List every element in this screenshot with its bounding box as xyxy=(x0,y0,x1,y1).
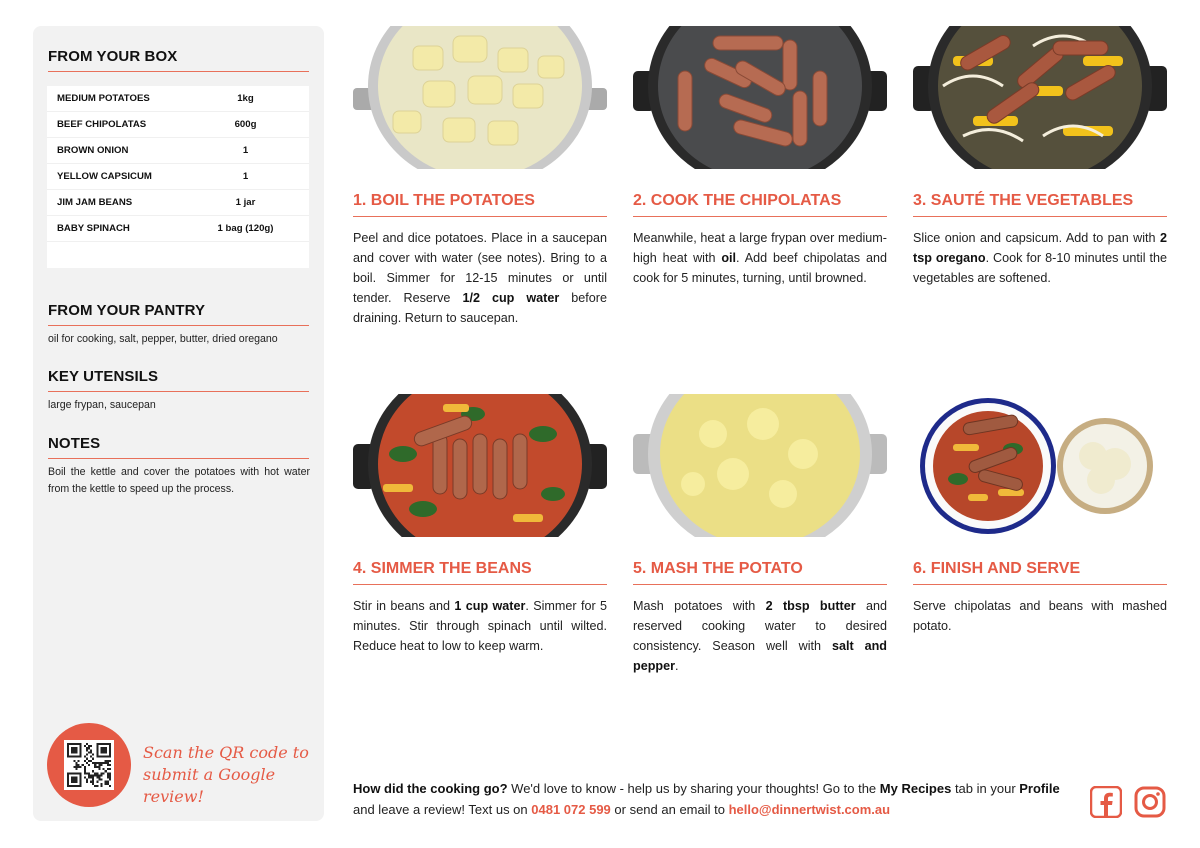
email-link[interactable]: hello@dinnertwist.com.au xyxy=(728,802,891,817)
footer-text-2: tab in your xyxy=(951,781,1020,796)
qr-code-badge[interactable] xyxy=(47,723,131,807)
ingredient-quantity: 1kg xyxy=(237,93,254,104)
instruction-text: Stir in beans and xyxy=(353,599,455,613)
key-utensils-title: KEY UTENSILS xyxy=(48,368,309,392)
highlighted-quantity: oil xyxy=(721,251,737,265)
qr-caption-line1: Scan the QR code to xyxy=(143,743,309,762)
ingredient-row xyxy=(47,86,309,112)
step-5 xyxy=(633,394,887,676)
highlighted-quantity: 2 tsp oregano xyxy=(913,231,1167,265)
step-instructions xyxy=(633,228,887,288)
ingredient-row xyxy=(47,216,309,242)
step-1 xyxy=(353,26,607,328)
instruction-text: and reserved cooking water to desired consistency. Season well with xyxy=(633,599,887,653)
step-3 xyxy=(913,26,1167,288)
ingredient-quantity: 1 jar xyxy=(235,197,256,208)
instruction-text: Peel and dice potatoes. Place in a saucepan and cover with water (see notes). Bring to a boil. Simmer for 12-15 minutes or until tender. Reserve xyxy=(353,231,607,305)
ingredients-sidebar xyxy=(33,26,324,821)
review-footer xyxy=(353,778,1073,820)
instagram-icon[interactable] xyxy=(1134,786,1166,818)
ingredient-quantity: 600g xyxy=(234,119,257,130)
ingredient-name: BROWN ONION xyxy=(57,145,129,156)
instruction-text: . xyxy=(675,659,679,673)
ingredient-quantity: 1 bag (120g) xyxy=(217,223,274,234)
qr-code-icon xyxy=(64,740,114,790)
facebook-icon[interactable] xyxy=(1090,786,1122,818)
ingredient-row xyxy=(47,164,309,190)
notes-text: Boil the kettle and cover the potatoes with hot water from the kettle to speed up the process. xyxy=(48,466,310,495)
box-ingredients-table xyxy=(47,86,309,268)
step-title: 2. COOK THE CHIPOLATAS xyxy=(633,192,887,217)
step-instructions xyxy=(913,228,1167,288)
chipolatas-frying-photo xyxy=(633,26,887,169)
step-title: 4. SIMMER THE BEANS xyxy=(353,560,607,585)
step-instructions xyxy=(633,596,887,676)
ingredient-row xyxy=(47,190,309,216)
instruction-text: Meanwhile, heat a large frypan over medium-high heat with xyxy=(633,231,887,265)
profile-link[interactable]: Profile xyxy=(1019,781,1060,796)
qr-caption xyxy=(143,742,313,808)
step-instructions xyxy=(353,596,607,656)
step-title: 1. BOIL THE POTATOES xyxy=(353,192,607,217)
instruction-text: Mash potatoes with xyxy=(633,599,766,613)
ingredient-quantity: 1 xyxy=(242,171,249,182)
phone-link[interactable]: 0481 072 599 xyxy=(531,802,611,817)
step-6 xyxy=(913,394,1167,636)
ingredient-name: YELLOW CAPSICUM xyxy=(57,171,152,182)
utensils-text: large frypan, saucepan xyxy=(48,399,156,411)
ingredient-name: BABY SPINACH xyxy=(57,223,130,234)
ingredient-quantity: 1 xyxy=(242,145,249,156)
highlighted-quantity: 2 tbsp butter xyxy=(765,599,856,613)
instruction-text: . Cook for 8-10 minutes until the vegetables are softened. xyxy=(913,251,1167,285)
step-title: 3. SAUTÉ THE VEGETABLES xyxy=(913,192,1167,217)
instruction-text: . Add beef chipolatas and cook for 5 minutes, turning, until browned. xyxy=(633,251,887,285)
step-instructions xyxy=(353,228,607,328)
instruction-text: . Simmer for 5 minutes. Stir through spinach until wilted. Reduce heat to low to keep warm. xyxy=(353,599,608,653)
ingredient-row xyxy=(47,112,309,138)
footer-text-3: and leave a review! Text us on xyxy=(353,802,532,817)
instruction-text: Serve chipolatas and beans with mashed potato. xyxy=(913,599,1167,633)
boiling-potatoes-photo xyxy=(353,26,607,169)
footer-text-4: or send an email to xyxy=(610,802,729,817)
step-4 xyxy=(353,394,607,656)
mashed-potato-photo xyxy=(633,394,887,537)
instruction-text: Slice onion and capsicum. Add to pan with xyxy=(913,231,1160,245)
ingredient-name: BEEF CHIPOLATAS xyxy=(57,119,147,130)
pantry-text: oil for cooking, salt, pepper, butter, dried oregano xyxy=(48,333,278,345)
qr-caption-line2: submit a Google review! xyxy=(143,765,276,806)
my-recipes-link[interactable]: My Recipes xyxy=(879,781,952,796)
notes-title: NOTES xyxy=(48,435,309,459)
from-your-pantry-title: FROM YOUR PANTRY xyxy=(48,302,309,326)
instruction-text: before draining. Return to saucepan. xyxy=(353,291,607,325)
finished-dish-photo xyxy=(913,394,1167,537)
highlighted-quantity: salt and pepper xyxy=(633,639,887,673)
saute-vegetables-photo xyxy=(913,26,1167,169)
ingredient-name: JIM JAM BEANS xyxy=(57,197,133,208)
ingredient-name: MEDIUM POTATOES xyxy=(57,93,150,104)
step-2 xyxy=(633,26,887,288)
simmer-beans-photo xyxy=(353,394,607,537)
footer-question: How did the cooking go? xyxy=(353,781,508,796)
footer-text-1: We'd love to know - help us by sharing your thoughts! Go to the xyxy=(507,781,880,796)
step-title: 6. FINISH AND SERVE xyxy=(913,560,1167,585)
highlighted-quantity: 1 cup water xyxy=(454,599,526,613)
from-your-box-title: FROM YOUR BOX xyxy=(48,48,309,72)
highlighted-quantity: 1/2 cup water xyxy=(462,291,560,305)
ingredient-row xyxy=(47,138,309,164)
step-title: 5. MASH THE POTATO xyxy=(633,560,887,585)
step-instructions xyxy=(913,596,1167,636)
